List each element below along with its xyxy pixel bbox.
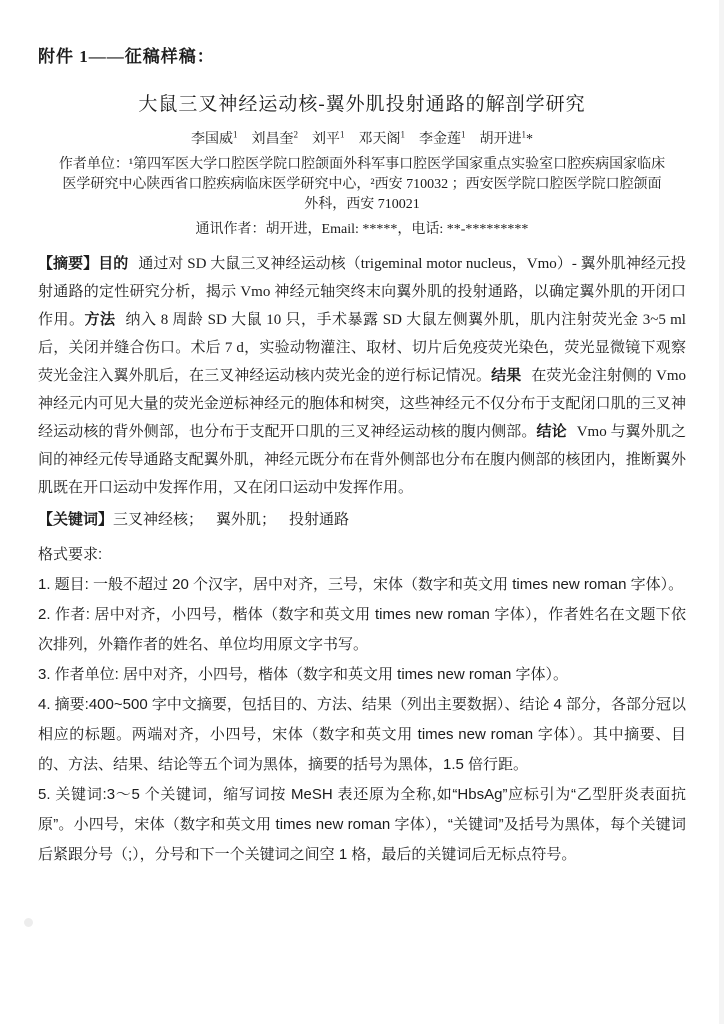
requirement-item-affiliation: 3. 作者单位: 居中对齐，小四号，楷体（数字和英文用 times new roman 字体）。 [38,666,569,683]
author [251,129,299,147]
keyword: 投射通路 [289,512,350,528]
corresponding-asterisk: * [526,132,533,147]
keywords-line [38,506,686,534]
requirement-item-abstract: 4. 摘要:400~500 字中文摘要，包括目的、方法、结果（列出主要数据）、结论 4 部分，各部分冠以相应的标题。两端对齐，小四号，宋体（数字和英文用 times new roman 字体）。其中摘要、目的、方法、结果、结论等五个词为黑体，摘要的括号为黑体，1.5 倍行距。 [38,696,687,773]
requirement-item-keywords: 5. 关键词:3～5 个关键词，缩写词按 MeSH 表还原为全称,如“HbsAg”应标引为“乙型肝炎表面抗原”。小四号，宋体（数字和英文用 times new roman 字体），“关键词”及括号为黑体，每个关键词后紧跟分号（;），分号和下一个关键词之间空 1 格，最后的关键词后无标点符号。 [38,786,686,863]
affiliation-line-1: 作者单位：¹第四军医大学口腔医学院口腔颌面外科军事口腔医学国家重点实验室口腔疾病国家临床 [58,157,666,172]
affiliation-line-3: 外科，西安 710021 [304,197,420,212]
author-name: 邓天阁 [358,132,401,147]
keywords-label: 【关键词】 [38,511,114,528]
author-superscript: 1 [461,129,466,140]
keyword: 三叉神经核； [113,512,204,528]
abstract-heading-conclusion: 结论 [536,424,567,440]
author-name: 李金莲 [419,132,461,147]
author-name: 刘昌奎 [251,132,294,147]
paper-title: 大鼠三叉神经运动核-翼外肌投射通路的解剖学研究 [138,94,586,115]
author [191,129,238,147]
attachment-heading: 附件 1——征稿样稿： [38,47,215,66]
abstract-text-conclusion: Vmo 与翼外肌之间的神经元传导通路支配翼外肌，神经元既分布在背外侧部也分布在腹内侧部的核团内，推断翼外肌既在开口运动中发挥作用，又在闭口运动中发挥作用。 [38,424,686,496]
abstract-heading-methods: 方法 [84,312,116,328]
requirement-item-title: 1. 题目: 一般不超过 20 个汉字，居中对齐，三号，宋体（数字和英文用 times new roman 字体）。 [38,576,684,593]
abstract-text-methods: 纳入 8 周龄 SD 大鼠 10 只，手术暴露 SD 大鼠左侧翼外肌，肌内注射荧光金 3~5 ml 后，关闭并缝合伤口。术后 7 d，实验动物灌注、取材、切片后免疫荧光染色，荧光显微镜下观察荧光金注入翼外肌后，在三叉神经运动核内荧光金的逆行标记情况。 [38,312,686,384]
scan-edge-artifact [719,0,724,1024]
requirement-item-authors: 2. 作者: 居中对齐，小四号，楷体（数字和英文用 times new roman 字体），作者姓名在文题下依次排列，外籍作者的姓名、单位均用原文字书写。 [38,606,686,653]
corresponding-author-line: 通讯作者：胡开进，Email: *****，电话: **-********* [195,222,529,237]
author-superscript: 1 [521,129,526,140]
abstract-label: 【摘要】 [38,256,99,272]
author-superscript: 1 [233,129,238,140]
author-name: 李国威 [191,132,233,147]
keyword: 翼外肌； [216,512,277,528]
abstract-heading-results: 结果 [491,368,522,384]
author-superscript: 1 [340,129,345,140]
requirements-heading: 格式要求: [38,546,103,563]
author-superscript: 2 [293,129,298,140]
abstract-paragraph [38,250,686,502]
scan-artifact [24,918,33,927]
abstract-text-results: 在荧光金注射侧的 Vmo 神经元内可见大量的荧光金逆标神经元的胞体和树突，这些神经元不仅分布于支配闭口肌的三叉神经运动核的背外侧部，也分布于支配开口肌的三叉神经运动核的腹内侧部。 [38,368,686,440]
author-line [38,128,686,148]
author-name: 刘平 [312,132,340,147]
author-name: 胡开进 [479,132,522,147]
author [358,129,406,147]
abstract-heading-objective: 目的 [98,256,129,272]
author [312,129,345,147]
author-superscript: 1 [400,129,405,140]
affiliation-line-2: 医学研究中心陕西省口腔疾病临床医学研究中心，²西安 710032 ；西安医学院口腔医学院口腔颌面 [62,177,662,192]
format-requirements [38,540,686,870]
author [419,129,466,147]
author-corresponding [479,129,534,147]
abstract-text-objective: 通过对 SD 大鼠三叉神经运动核（trigeminal motor nucleus，Vmo）- 翼外肌神经元投射通路的定性研究分析，揭示 Vmo 神经元轴突终末向翼外肌的投射通路，以确定翼外肌的开闭口作用。 [38,256,686,328]
